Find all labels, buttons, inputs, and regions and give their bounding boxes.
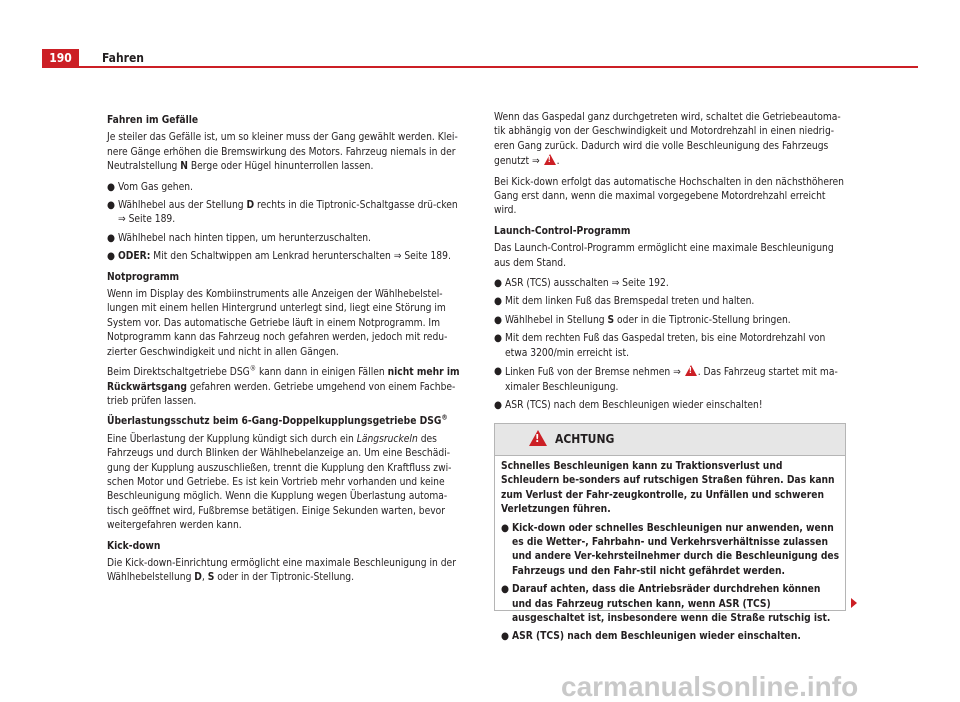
list-item: ● Darauf achten, dass die Antriebsräder durchdrehen können und das Fahrzeug rutschen kann, wenn ASR (TCS) ausgeschaltet ist, insbesondere wenn die Straße rutschig ist. [501,584,831,625]
ueberlast-paragraph: Eine Überlastung der Kupplung kündigt sich durch ein Längsruckeln des Fahrzeugs und durch Blinken der Wählhebelanzeige an. Um eine Beschädi-gung der Kupplung auszuschließen, trennt die Kupplung den Kraftfluss zwi-schen Motor und Getriebe. Es ist kein Vortrieb mehr vorhanden und keine Beschleunigung möglich. Wenn die Kupplung wegen Überlastung automa-tisch geöffnet wird, Fußbremse betätigen. Einige Sekunden warten, bevor weitergefahren werden kann. [107,433,452,532]
bullet-icon: ● [501,631,509,643]
list-item: ● ASR (TCS) nach dem Beschleunigen wieder einschalten! [494,399,850,413]
list-item: ● Kick-down oder schnelles Beschleunigen nur anwenden, wenn es die Wetter-, Fahrbahn- und Verkehrsverhältnisse zulassen und andere Ver-kehrsteilnehmer durch die Beschleunigung des Fahrzeugs und den Fahr-stil nicht gefährdet werden. [501,522,840,577]
warning-box-body [495,456,845,645]
section-heading-ueberlast: Überlastungsschutz beim 6-Gang-Doppelkupplungsgetriebe DSG® [107,413,448,428]
gefaelle-paragraph: Je steiler das Gefälle ist, um so kleiner muss der Gang gewählt werden. Klei-nere Gänge erhöhen die Bremswirkung des Motors. Fahrzeug niemals in der Neutralstellung N Berge oder Hügel hinunterrollen lassen. [107,132,458,173]
bullet-icon: ● [494,278,502,290]
list-item: ● Wählhebel in Stellung S oder in die Tiptronic-Stellung bringen. [494,314,850,328]
bullet-icon: ● [501,584,509,596]
bullet-icon: ● [494,296,502,308]
warning-box-header [495,424,845,456]
section-heading-notprogramm: Notprogramm [107,271,180,283]
bullet-icon: ● [494,314,502,326]
right-column [494,111,850,417]
page-title: Fahren [102,51,144,65]
warning-intro: Schnelles Beschleunigen kann zu Traktionsverlust und Schleudern be-sonders auf rutschigen Straßen führen. Das kann zum Verlust der Fahr-zeugkontrolle, zu Unfällen und schweren Verletzungen führen. [501,461,835,516]
list-item: ● ODER: Mit den Schaltwippen am Lenkrad herunterschalten ⇒ Seite 189. [107,250,463,264]
bullet-icon: ● [494,366,502,378]
notprogramm-paragraph: Wenn im Display des Kombiinstruments alle Anzeigen der Wählhebelstel-lungen mit einem hellen Hintergrund unterlegt sind, liegt eine Störung im System vor. Das automatische Getriebe läuft in einem Notprogramm. Im Notprogramm kann das Fahrzeug noch gefahren werden, jedoch mit redu-zierter Geschwindigkeit und nicht in allen Gängen. [107,289,448,358]
warning-icon [544,154,556,165]
list-item: ● Wählhebel nach hinten tippen, um herunterzuschalten. [107,232,463,246]
list-item: ● Mit dem rechten Fuß das Gaspedal treten, bis eine Motordrehzahl von etwa 3200/min erreicht ist. [494,333,826,359]
list-item: ● Linken Fuß von der Bremse nehmen ⇒ !. Das Fahrzeug startet mit ma-ximaler Beschleunigung. [494,365,850,395]
bullet-icon: ● [501,522,509,534]
bullet-icon: ● [107,251,115,263]
watermark: carmanualsonline.info [561,671,859,702]
list-item: ● ASR (TCS) ausschalten ⇒ Seite 192. [494,277,850,291]
list-item: ● ASR (TCS) nach dem Beschleunigen wieder einschalten. [501,630,841,644]
left-column [107,114,463,592]
bullet-icon: ● [107,232,115,244]
warning-label: ACHTUNG [555,432,615,446]
gaspedal-paragraph: Wenn das Gaspedal ganz durchgetreten wird, schaltet die Getriebeautoma-tik abhängig von der Geschwindigkeit und Motordrehzahl in einen niedrig-eren Gang zurück. Dadurch wird die volle Beschleunigung des Fahrzeugs genutzt ⇒ !. [494,111,850,170]
section-heading-launch: Launch-Control-Programm [494,225,631,237]
dsg-paragraph: Beim Direktschaltgetriebe DSG® kann dann in einigen Fällen nicht mehr im Rückwärtsgang gefahren werden. Getriebe umgehend von einem Fachbe-trieb prüfen lassen. [107,364,460,407]
header-rule [42,66,918,68]
launch-paragraph: Das Launch-Control-Programm ermöglicht eine maximale Beschleunigung aus dem Stand. [494,243,834,269]
continue-arrow-icon [851,598,857,608]
warning-box [494,423,846,643]
bullet-icon: ● [494,333,502,345]
bullet-icon: ● [107,181,115,193]
section-heading-kickdown: Kick-down [107,540,161,552]
bullet-icon: ● [107,200,115,212]
kickdown-paragraph: Die Kick-down-Einrichtung ermöglicht eine maximale Beschleunigung in der Wählhebelstellung D, S oder in der Tiptronic-Stellung. [107,557,456,584]
list-item: ● Wählhebel aus der Stellung D rechts in die Tiptronic-Schaltgasse drü-cken ⇒ Seite 189. [107,200,458,226]
kickdown-auto-paragraph: Bei Kick-down erfolgt das automatische Hochschalten in den nächsthöheren Gang erst dann, wenn die maximal vorgegebene Motordrehzahl erreicht wird. [494,176,844,217]
warning-triangle-icon: ! [529,430,547,446]
section-heading-gefaelle: Fahren im Gefälle [107,115,199,126]
page-number: 190 [42,49,79,67]
list-item: ● Vom Gas gehen. [107,181,463,195]
list-item: ● Mit dem linken Fuß das Bremspedal treten und halten. [494,295,850,309]
warning-icon [685,365,697,376]
bullet-icon: ● [494,399,502,411]
